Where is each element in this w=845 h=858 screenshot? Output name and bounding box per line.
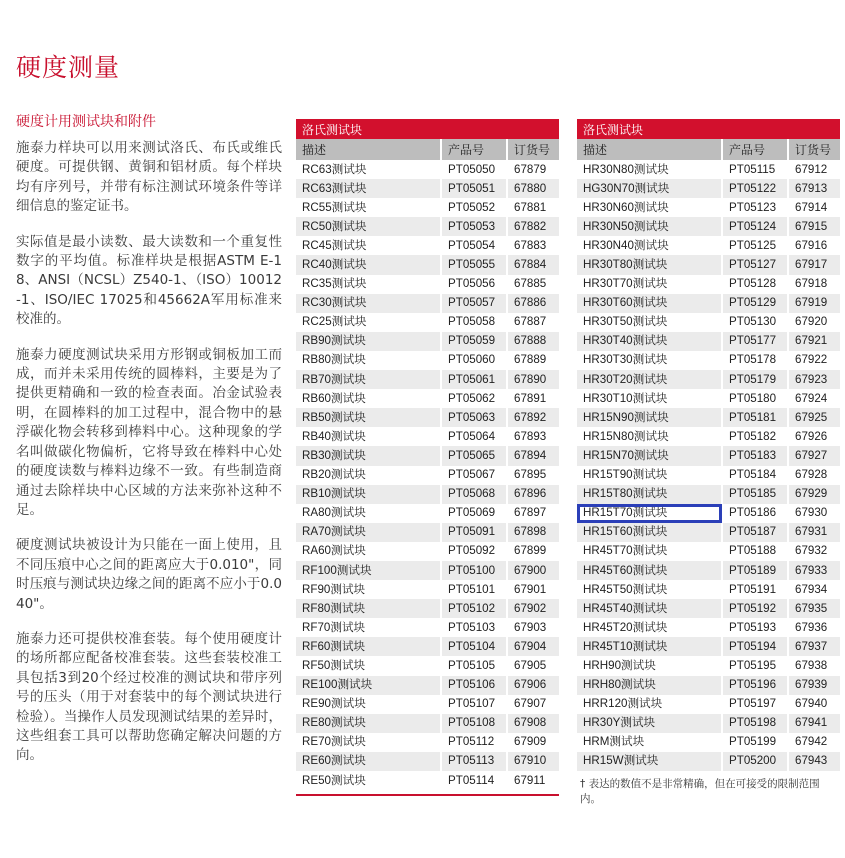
cell-description: HR45T10测试块 [577, 637, 722, 656]
table-row [296, 485, 559, 504]
cell-order-no: 67934 [788, 580, 840, 599]
cell-description: RB50测试块 [296, 408, 441, 427]
table-row [577, 618, 840, 637]
cell-order-no: 67885 [507, 275, 559, 294]
cell-order-no: 67910 [507, 752, 559, 771]
cell-product-no: PT05193 [722, 618, 788, 637]
cell-order-no: 67902 [507, 599, 559, 618]
cell-order-no: 67897 [507, 504, 559, 523]
cell-product-no: PT05063 [441, 408, 507, 427]
table-1-end-rule [296, 794, 559, 796]
cell-description: RB60测试块 [296, 389, 441, 408]
cell-product-no: PT05183 [722, 446, 788, 465]
table-row [296, 580, 559, 599]
cell-description: HR30N40测试块 [577, 236, 722, 255]
cell-description: HR30T20测试块 [577, 370, 722, 389]
table-row [577, 752, 840, 771]
table-row [577, 733, 840, 752]
cell-order-no: 67890 [507, 370, 559, 389]
cell-description: RF70测试块 [296, 618, 441, 637]
cell-order-no: 67907 [507, 695, 559, 714]
cell-order-no: 67882 [507, 217, 559, 236]
table-row [296, 351, 559, 370]
cell-order-no: 67880 [507, 179, 559, 198]
table-row [296, 255, 559, 274]
cell-description: HR15N80测试块 [577, 427, 722, 446]
cell-description: HR30T50测试块 [577, 313, 722, 332]
table-row [577, 370, 840, 389]
table-row [577, 236, 840, 255]
cell-product-no: PT05123 [722, 198, 788, 217]
cell-order-no: 67909 [507, 733, 559, 752]
table-row [296, 427, 559, 446]
table-row [577, 427, 840, 446]
table-row [577, 637, 840, 656]
cell-description: RC63测试块 [296, 179, 441, 198]
table-row [577, 656, 840, 675]
table-row [577, 504, 840, 523]
cell-order-no: 67906 [507, 676, 559, 695]
table-row [296, 446, 559, 465]
cell-product-no: PT05182 [722, 427, 788, 446]
cell-product-no: PT05128 [722, 275, 788, 294]
cell-description: HG30N70测试块 [577, 179, 722, 198]
column-header-order-no: 订货号 [788, 139, 840, 160]
cell-description: HR45T20测试块 [577, 618, 722, 637]
cell-description: HR30T60测试块 [577, 294, 722, 313]
table-row [296, 504, 559, 523]
cell-product-no: PT05194 [722, 637, 788, 656]
cell-description: RB90测试块 [296, 332, 441, 351]
table-row [577, 714, 840, 733]
cell-order-no: 67883 [507, 236, 559, 255]
cell-order-no: 67908 [507, 714, 559, 733]
cell-product-no: PT05181 [722, 408, 788, 427]
cell-product-no: PT05065 [441, 446, 507, 465]
cell-order-no: 67925 [788, 408, 840, 427]
cell-product-no: PT05053 [441, 217, 507, 236]
cell-order-no: 67918 [788, 275, 840, 294]
cell-product-no: PT05112 [441, 733, 507, 752]
cell-order-no: 67923 [788, 370, 840, 389]
cell-order-no: 67894 [507, 446, 559, 465]
cell-order-no: 67924 [788, 389, 840, 408]
table-row [296, 294, 559, 313]
cell-order-no: 67937 [788, 637, 840, 656]
cell-product-no: PT05108 [441, 714, 507, 733]
cell-product-no: PT05113 [441, 752, 507, 771]
footnote: † 表达的数值不是非常精确，但在可接受的限制范围内。 [580, 778, 820, 805]
cell-product-no: PT05101 [441, 580, 507, 599]
cell-description: RC50测试块 [296, 217, 441, 236]
table-row [296, 714, 559, 733]
table-row [577, 294, 840, 313]
cell-description: HR30T70测试块 [577, 275, 722, 294]
column-header-description: 描述 [577, 139, 722, 160]
table-row [296, 160, 559, 179]
cell-product-no: PT05115 [722, 160, 788, 179]
cell-product-no: PT05052 [441, 198, 507, 217]
table-row [577, 676, 840, 695]
cell-description: HR15T90测试块 [577, 466, 722, 485]
cell-description: HRH80测试块 [577, 676, 722, 695]
cell-product-no: PT05187 [722, 523, 788, 542]
table-row [577, 255, 840, 274]
cell-order-no: 67886 [507, 294, 559, 313]
cell-description: HR45T40测试块 [577, 599, 722, 618]
cell-description: RB20测试块 [296, 466, 441, 485]
cell-description: RC35测试块 [296, 275, 441, 294]
cell-order-no: 67887 [507, 313, 559, 332]
cell-product-no: PT05061 [441, 370, 507, 389]
cell-product-no: PT05107 [441, 695, 507, 714]
cell-product-no: PT05106 [441, 676, 507, 695]
cell-description: RF90测试块 [296, 580, 441, 599]
cell-description: HR30Y测试块 [577, 714, 722, 733]
cell-description: RF60测试块 [296, 637, 441, 656]
cell-product-no: PT05057 [441, 294, 507, 313]
table-row [296, 198, 559, 217]
cell-order-no: 67929 [788, 485, 840, 504]
cell-product-no: PT05105 [441, 656, 507, 675]
column-header-product-no: 产品号 [441, 139, 507, 160]
cell-description: RC25测试块 [296, 313, 441, 332]
table-row [296, 275, 559, 294]
table-row [296, 217, 559, 236]
cell-product-no: PT05059 [441, 332, 507, 351]
cell-product-no: PT05179 [722, 370, 788, 389]
table-row [296, 637, 559, 656]
cell-order-no: 67889 [507, 351, 559, 370]
paragraph-carbide: 施泰力硬度测试块采用方形钢或铜板加工而成，而并未采用传统的圆棒料，主要是为了提供更精确和一致的检查表面。冶金试验表明，在圆棒料的加工过程中，混合物中的悬浮碳化物会转移到棒料中心。这种现象的学名叫做碳化物偏析，它将导致在棒料中心处的硬度读数与棒料边缘不一致。有些制造商通过去除样块中心区域的方法来弥补这种不足。 [16, 346, 282, 518]
paragraph-calibration-kit: 施泰力还可提供校准套装。每个使用硬度计的场所都应配备校准套装。这些套装校准工具包括3到20个经过校准的测试块和带序列号的压头（用于对套装中的每个测试块进行检验）。当操作人员发现测试结果的差异时，这些组套工具可以帮助您确定解决问题的方向。 [16, 630, 282, 764]
cell-order-no: 67922 [788, 351, 840, 370]
table-row [296, 676, 559, 695]
cell-order-no: 67930 [788, 504, 840, 523]
table-row [296, 771, 559, 790]
cell-order-no: 67879 [507, 160, 559, 179]
cell-description: HR15N90测试块 [577, 408, 722, 427]
cell-order-no: 67935 [788, 599, 840, 618]
cell-product-no: PT05129 [722, 294, 788, 313]
table-row [296, 236, 559, 255]
cell-description: HR30T10测试块 [577, 389, 722, 408]
cell-product-no: PT05177 [722, 332, 788, 351]
cell-order-no: 67893 [507, 427, 559, 446]
cell-product-no: PT05184 [722, 466, 788, 485]
cell-order-no: 67913 [788, 179, 840, 198]
table-row [296, 599, 559, 618]
cell-description: RA60测试块 [296, 542, 441, 561]
cell-order-no: 67943 [788, 752, 840, 771]
cell-order-no: 67942 [788, 733, 840, 752]
cell-product-no: PT05125 [722, 236, 788, 255]
cell-product-no: PT05122 [722, 179, 788, 198]
cell-order-no: 67936 [788, 618, 840, 637]
cell-product-no: PT05050 [441, 160, 507, 179]
table-row [577, 160, 840, 179]
cell-product-no: PT05068 [441, 485, 507, 504]
cell-description: RE80测试块 [296, 714, 441, 733]
cell-product-no: PT05114 [441, 771, 507, 790]
cell-product-no: PT05189 [722, 561, 788, 580]
cell-product-no: PT05127 [722, 255, 788, 274]
rockwell-table-1 [296, 119, 559, 790]
table-row [296, 561, 559, 580]
table-row [577, 446, 840, 465]
cell-description: RE60测试块 [296, 752, 441, 771]
cell-product-no: PT05051 [441, 179, 507, 198]
table-row [577, 389, 840, 408]
cell-product-no: PT05186 [722, 504, 788, 523]
cell-order-no: 67892 [507, 408, 559, 427]
cell-order-no: 67914 [788, 198, 840, 217]
cell-order-no: 67939 [788, 676, 840, 695]
cell-order-no: 67901 [507, 580, 559, 599]
cell-description: RA70测试块 [296, 523, 441, 542]
cell-description: HR30T40测试块 [577, 332, 722, 351]
cell-order-no: 67931 [788, 523, 840, 542]
cell-description: HR15W测试块 [577, 752, 722, 771]
cell-product-no: PT05060 [441, 351, 507, 370]
cell-description: RB80测试块 [296, 351, 441, 370]
table-row [577, 179, 840, 198]
cell-description: RB30测试块 [296, 446, 441, 465]
table-row [296, 370, 559, 389]
table-row [577, 695, 840, 714]
table-row [577, 313, 840, 332]
cell-description: HRH90测试块 [577, 656, 722, 675]
cell-product-no: PT05191 [722, 580, 788, 599]
column-header-description: 描述 [296, 139, 441, 160]
table-row [296, 752, 559, 771]
cell-description: RB40测试块 [296, 427, 441, 446]
cell-order-no: 67895 [507, 466, 559, 485]
cell-product-no: PT05200 [722, 752, 788, 771]
cell-description: RF100测试块 [296, 561, 441, 580]
cell-description: RE100测试块 [296, 676, 441, 695]
table-row [296, 542, 559, 561]
cell-product-no: PT05069 [441, 504, 507, 523]
cell-order-no: 67940 [788, 695, 840, 714]
cell-order-no: 67920 [788, 313, 840, 332]
cell-description: HRM测试块 [577, 733, 722, 752]
cell-order-no: 67941 [788, 714, 840, 733]
table-row [296, 313, 559, 332]
table-caption: 洛氏测试块 [577, 119, 840, 139]
cell-description: HR30N60测试块 [577, 198, 722, 217]
cell-product-no: PT05192 [722, 599, 788, 618]
cell-order-no: 67905 [507, 656, 559, 675]
table-row [577, 351, 840, 370]
cell-description: HR45T50测试块 [577, 580, 722, 599]
cell-order-no: 67881 [507, 198, 559, 217]
table-caption: 洛氏测试块 [296, 119, 559, 139]
table-row [296, 466, 559, 485]
cell-order-no: 67884 [507, 255, 559, 274]
cell-order-no: 67932 [788, 542, 840, 561]
cell-product-no: PT05092 [441, 542, 507, 561]
cell-order-no: 67899 [507, 542, 559, 561]
cell-order-no: 67888 [507, 332, 559, 351]
cell-product-no: PT05104 [441, 637, 507, 656]
cell-description: RE50测试块 [296, 771, 441, 790]
cell-description: RC30测试块 [296, 294, 441, 313]
cell-order-no: 67911 [507, 771, 559, 790]
cell-description: RE90测试块 [296, 695, 441, 714]
cell-product-no: PT05058 [441, 313, 507, 332]
cell-order-no: 67916 [788, 236, 840, 255]
cell-description: RC55测试块 [296, 198, 441, 217]
cell-description: HR45T70测试块 [577, 542, 722, 561]
cell-product-no: PT05197 [722, 695, 788, 714]
cell-product-no: PT05091 [441, 523, 507, 542]
cell-order-no: 67904 [507, 637, 559, 656]
table-row [577, 332, 840, 351]
rockwell-table-2 [577, 119, 840, 771]
cell-product-no: PT05100 [441, 561, 507, 580]
column-header-product-no: 产品号 [722, 139, 788, 160]
table-row [296, 179, 559, 198]
cell-product-no: PT05102 [441, 599, 507, 618]
cell-product-no: PT05185 [722, 485, 788, 504]
cell-product-no: PT05195 [722, 656, 788, 675]
paragraph-samples: 施泰力样块可以用来测试洛氏、布氏或维氏硬度。可提供钢、黄铜和铝材质。每个样块均有序列号，并带有标注测试环境条件等详细信息的鉴定证书。 [16, 140, 282, 215]
cell-description: HR15T70测试块 [577, 504, 722, 523]
cell-description: HR15T60测试块 [577, 523, 722, 542]
cell-product-no: PT05188 [722, 542, 788, 561]
cell-order-no: 67938 [788, 656, 840, 675]
table-row [296, 656, 559, 675]
cell-product-no: PT05067 [441, 466, 507, 485]
table-row [296, 695, 559, 714]
cell-description: RB70测试块 [296, 370, 441, 389]
cell-description: RC45测试块 [296, 236, 441, 255]
cell-product-no: PT05199 [722, 733, 788, 752]
table-row [296, 408, 559, 427]
cell-product-no: PT05124 [722, 217, 788, 236]
table-row [577, 599, 840, 618]
table-row [296, 332, 559, 351]
cell-description: RB10测试块 [296, 485, 441, 504]
table-row [577, 542, 840, 561]
cell-order-no: 67900 [507, 561, 559, 580]
page-title: 硬度测量 [16, 53, 121, 82]
cell-description: HR45T60测试块 [577, 561, 722, 580]
table-row [296, 618, 559, 637]
cell-description: HR15N70测试块 [577, 446, 722, 465]
cell-product-no: PT05178 [722, 351, 788, 370]
cell-order-no: 67903 [507, 618, 559, 637]
table-row [577, 217, 840, 236]
table-row [577, 523, 840, 542]
cell-order-no: 67912 [788, 160, 840, 179]
cell-description: RA80测试块 [296, 504, 441, 523]
cell-product-no: PT05055 [441, 255, 507, 274]
paragraph-usage: 硬度测试块被设计为只能在一面上使用，且不同压痕中心之间的距离应大于0.010"，同时压痕与测试块边缘之间的距离不应小于0.040"。 [16, 537, 282, 612]
cell-order-no: 67919 [788, 294, 840, 313]
cell-description: RF50测试块 [296, 656, 441, 675]
cell-product-no: PT05054 [441, 236, 507, 255]
cell-description: RC63测试块 [296, 160, 441, 179]
cell-description: HR30N80测试块 [577, 160, 722, 179]
cell-order-no: 67917 [788, 255, 840, 274]
cell-product-no: PT05062 [441, 389, 507, 408]
cell-description: RC40测试块 [296, 255, 441, 274]
table-row [577, 275, 840, 294]
table-row [577, 561, 840, 580]
cell-order-no: 67921 [788, 332, 840, 351]
cell-product-no: PT05064 [441, 427, 507, 446]
cell-product-no: PT05196 [722, 676, 788, 695]
cell-description: RE70测试块 [296, 733, 441, 752]
cell-order-no: 67927 [788, 446, 840, 465]
cell-product-no: PT05056 [441, 275, 507, 294]
table-row [577, 408, 840, 427]
cell-product-no: PT05198 [722, 714, 788, 733]
table-row [296, 733, 559, 752]
cell-description: HR15T80测试块 [577, 485, 722, 504]
paragraph-standards: 实际值是最小读数、最大读数和一个重复性数字的平均值。标准样块是根据ASTM E-18、ANSI（NCSL）Z540-1、（ISO）10012-1、ISO/IEC 17025和45662A军用标准来校准的。 [16, 233, 282, 328]
cell-order-no: 67896 [507, 485, 559, 504]
cell-description: HRR120测试块 [577, 695, 722, 714]
table-row [577, 466, 840, 485]
table-row [296, 523, 559, 542]
cell-description: HR30N50测试块 [577, 217, 722, 236]
cell-description: RF80测试块 [296, 599, 441, 618]
cell-product-no: PT05180 [722, 389, 788, 408]
column-header-order-no: 订货号 [507, 139, 559, 160]
section-subheading: 硬度计用测试块和附件 [16, 114, 156, 130]
cell-order-no: 67928 [788, 466, 840, 485]
cell-description: HR30T80测试块 [577, 255, 722, 274]
cell-description: HR30T30测试块 [577, 351, 722, 370]
cell-order-no: 67933 [788, 561, 840, 580]
cell-product-no: PT05130 [722, 313, 788, 332]
cell-order-no: 67915 [788, 217, 840, 236]
table-row [577, 580, 840, 599]
intro-column [16, 113, 282, 782]
cell-order-no: 67891 [507, 389, 559, 408]
table-row [296, 389, 559, 408]
table-row [577, 198, 840, 217]
cell-order-no: 67898 [507, 523, 559, 542]
table-row [577, 485, 840, 504]
cell-product-no: PT05103 [441, 618, 507, 637]
cell-order-no: 67926 [788, 427, 840, 446]
